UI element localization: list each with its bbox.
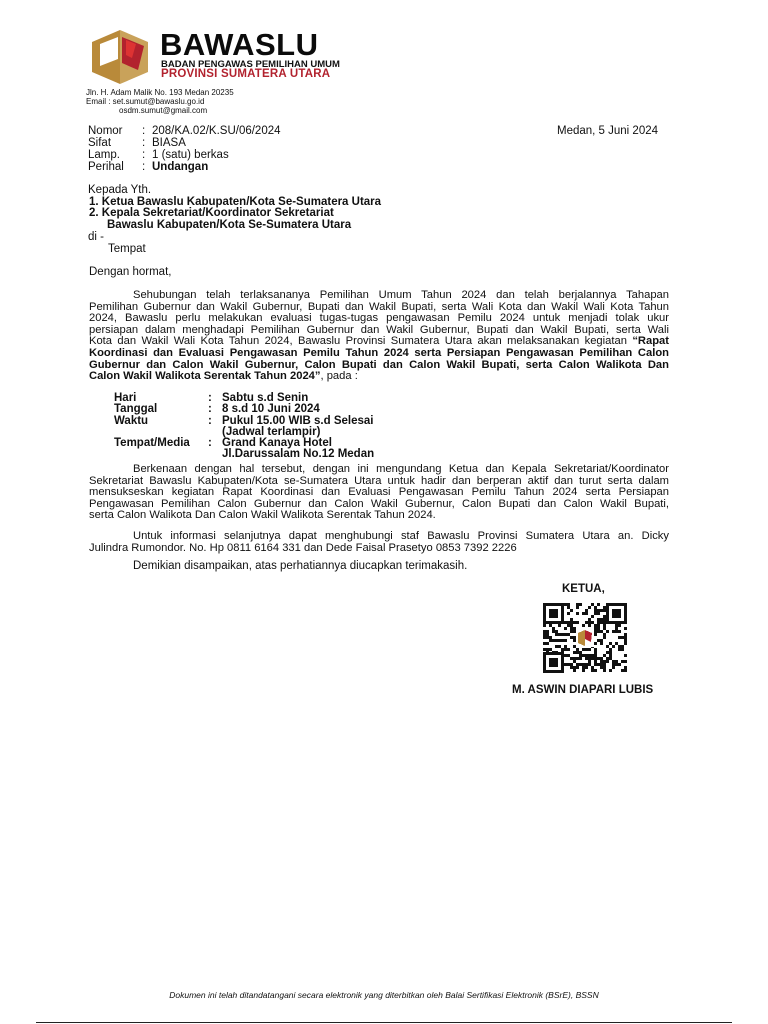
paragraph-3: [89, 531, 669, 554]
nomor-value: 208/KA.02/K.SU/06/2024: [152, 125, 281, 137]
event-details: [114, 392, 374, 460]
perihal-value: Undangan: [152, 161, 209, 173]
qr-code-icon: [543, 603, 627, 673]
recipient-item-2: 2. Kepala Sekretariat/Koordinator Sekretariat: [89, 207, 334, 219]
org-province: PROVINSI SUMATERA UTARA: [161, 68, 331, 80]
paragraph-1: [89, 290, 669, 383]
para1-line: Koordinasi dan Evaluasi Pengawasan Pemilu Tahun 2024 serta Persiapan Pengawasan Pemilihan Calon: [89, 346, 669, 359]
tanggal-value: 8 s.d 10 Juni 2024: [222, 403, 320, 416]
tempat-media-label: Tempat/Media: [114, 437, 190, 450]
para3-line: Untuk informasi selanjutnya dapat menghubungi staf Bawaslu Provinsi Sumatera Utara an. Dicky: [133, 530, 669, 542]
event-sep: :: [208, 437, 212, 450]
recipient-item-2b: Bawaslu Kabupaten/Kota Se-Sumatera Utara: [107, 219, 352, 231]
waktu-note: (Jadwal terlampir): [222, 425, 321, 438]
waktu-value: Pukul 15.00 WIB s.d Selesai: [222, 414, 374, 427]
para2-line: Sekretariat Bawaslu Kabupaten/Kota se-Sumatera Utara untuk hadir dan berperan aktif dan turut serta dalam: [89, 474, 669, 487]
event-sep: :: [208, 403, 212, 416]
para1-line-8: [89, 371, 669, 383]
lamp-value: 1 (satu) berkas: [152, 149, 229, 161]
salutation: Dengan hormat,: [89, 266, 172, 278]
sifat-value: BIASA: [152, 137, 186, 149]
para3-line: Julindra Rumondor. No. Hp 0811 6164 331 dan Dede Faisal Prasetyo 0853 7392 2226: [89, 541, 517, 554]
paragraph-2: [89, 464, 669, 522]
meta-separator: :: [142, 161, 146, 173]
hari-label: Hari: [114, 392, 137, 404]
email-line-2: osdm.sumut@gmail.com: [119, 106, 208, 115]
sifat-label: Sifat: [88, 137, 112, 149]
event-sep: :: [208, 392, 212, 404]
tanggal-label: Tanggal: [114, 403, 158, 416]
para2-line: Berkenaan dengan hal tersebut, dengan ini mengundang Ketua dan Kepala Sekretariat/Koordinator: [133, 463, 669, 475]
para1-line-5-text: Kota dan Wakil Wali Kota Tahun 2024, Bawaslu Provinsi Sumatera Utara akan melaksanakan kegiatan: [89, 335, 627, 348]
meta-separator: :: [142, 149, 146, 161]
hari-value: Sabtu s.d Senin: [222, 392, 309, 404]
para1-line: persiapan dalam menghadapi Pemilihan Gubernur dan Wakil Gubernur, Bupati dan Wakil Bupati, serta Wali: [89, 323, 669, 336]
para2-line: Pengawasan Pemilihan Calon Gubernur dan Calon Wakil Gubernur, Calon Bupati dan Calon Wakil Bupati,: [89, 497, 669, 510]
para1-line-5-bold: “Rapat: [632, 335, 669, 348]
address-block: [86, 88, 234, 115]
letter-date: Medan, 5 Juni 2024: [557, 125, 659, 137]
letter-meta: [88, 125, 281, 173]
nomor-label: Nomor: [88, 125, 123, 137]
email-line: Email : set.sumut@bawaslu.go.id: [86, 97, 205, 106]
para1-line: Sehubungan telah terlaksananya Pemilihan Umum Tahun 2024 dan telah berjalannya Tahapan: [133, 289, 669, 301]
para2-line: mensukseskan kegiatan Rapat Koordinasi dan Evaluasi Pengawasan Pemilu Tahun 2024 serta Persiapan: [89, 486, 669, 499]
di-label: di -: [88, 231, 104, 243]
signature-title: KETUA,: [562, 583, 605, 595]
signer-name: M. ASWIN DIAPARI LUBIS: [512, 684, 654, 696]
kepada-label: Kepada Yth.: [88, 184, 152, 196]
para1-line: 2024, Bawaslu perlu melakukan evaluasi tugas-tugas pengawasan Pemilu 2024 untuk menjadi tolak ukur: [89, 312, 669, 325]
waktu-label: Waktu: [114, 414, 149, 427]
closing-sentence: Demikian disampaikan, atas perhatiannya diucapkan terimakasih.: [133, 560, 468, 572]
tempat-label: Tempat: [108, 243, 146, 255]
para1-line-8-tail: , pada :: [320, 370, 358, 383]
address-line: Jln. H. Adam Malik No. 193 Medan 20235: [86, 88, 234, 97]
para1-line: Gubernur dan Calon Wakil Gubernur, Calon Bupati dan Calon Wakil Bupati, serta Calon Walikota Dan: [89, 358, 669, 371]
para1-line: Pemilihan Gubernur dan Wakil Gubernur, Bupati dan Wakil Bupati, serta Wali Kota dan Wakil Wali Kota Tahun: [89, 300, 669, 313]
para1-line-8-bold: Calon Wakil Walikota Serentak Tahun 2024”: [89, 370, 321, 383]
meta-separator: :: [142, 137, 146, 149]
perihal-label: Perihal: [88, 161, 124, 173]
org-subtitle: BADAN PENGAWAS PEMILIHAN UMUM: [161, 59, 340, 70]
tempat-value: Grand Kanaya Hotel: [222, 437, 332, 450]
para2-line: serta Calon Walikota Dan Calon Wakil Walikota Serentak Tahun 2024.: [89, 509, 436, 522]
org-name: BAWASLU: [160, 27, 319, 62]
bawaslu-logo-icon: [86, 26, 156, 88]
footer-note: Dokumen ini telah ditandatangani secara elektronik yang diterbitkan oleh Balai Sertifikasi Elektronik (BSrE), BSSN: [169, 990, 599, 1000]
meta-separator: :: [142, 125, 146, 137]
lamp-label: Lamp.: [88, 149, 120, 161]
footer-rule: [36, 1022, 732, 1023]
recipient-item-1: 1. Ketua Bawaslu Kabupaten/Kota Se-Sumatera Utara: [89, 196, 382, 208]
tempat-address: Jl.Darussalam No.12 Medan: [222, 448, 375, 461]
event-sep: :: [208, 414, 212, 427]
